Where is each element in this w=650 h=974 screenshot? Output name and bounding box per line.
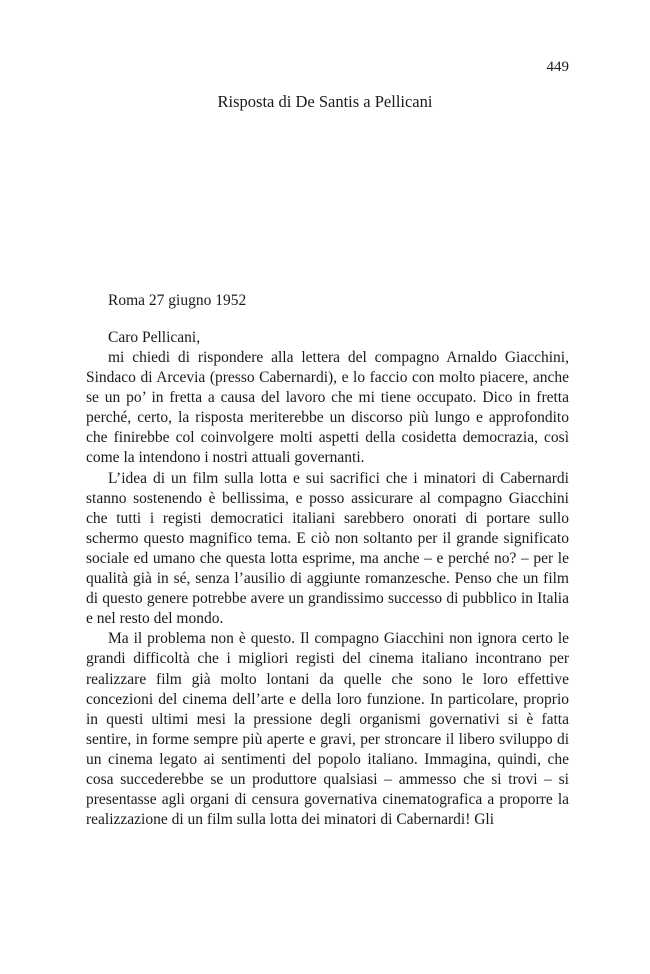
page-number: 449 [546, 59, 569, 75]
letter-body [86, 348, 569, 830]
body-paragraph: Ma il problema non è questo. Il compagno Giacchini non ignora certo le grandi difficoltà che i migliori registi del cinema italiano incontrano per realizzare film già molto lontani da quelle che sono le loro effettive concezioni del cinema dell’arte e della loro funzione. In particolare, proprio in questi ultimi mesi la pressione degli organismi governativi si è fatta sentire, in forme sempre più aperte e gravi, per stroncare il libero sviluppo di un cinema legato ai sentimenti del popolo italiano. Immagina, quindi, che cosa succederebbe se un produttore qualsiasi – ammesso che si trovi – si presentasse agli organi di censura governativa cinematografica a proporre la realizzazione di un film sulla lotta dei minatori di Cabernardi! Gli [86, 630, 569, 829]
body-paragraph: mi chiedi di rispondere alla lettera del compagno Arnaldo Giacchini, Sindaco di Arcevia (presso Cabernardi), e lo faccio con molto piacere, anche se un po’ in fretta a causa del lavoro che mi tiene occupato. Dico in fretta perché, certo, la risposta meriterebbe un discorso più lungo e approfondito che finirebbe col coinvolgere molti aspetti della cosidetta democrazia, così come la intendono i nostri attuali governanti. [86, 349, 569, 467]
letter-salutation: Caro Pellicani, [108, 329, 201, 346]
page-title: Risposta di De Santis a Pellicani [217, 92, 433, 111]
body-paragraph: L’idea di un film sulla lotta e sui sacrifici che i minatori di Cabernardi stanno sostenendo è bellissima, e posso assicurare al compagno Giacchini che tutti i registi democratici italiani sarebbero onorati di portare sullo schermo questo magnifico tema. E ciò non soltanto per il grande significato sociale ed umano che questa lotta esprime, ma anche – e perché no? – per le qualità già in sé, senza l’ausilio di aggiunte romanzesche. Penso che un film di questo genere potrebbe avere un grandissimo successo di pubblico in Italia e nel resto del mondo. [86, 469, 569, 628]
letter-dateline: Roma 27 giugno 1952 [108, 292, 247, 309]
